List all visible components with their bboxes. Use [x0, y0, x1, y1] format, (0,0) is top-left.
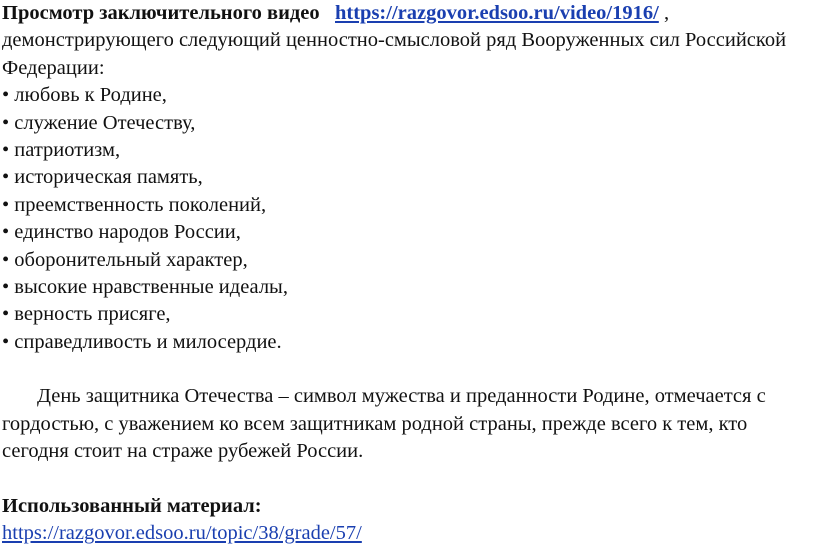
spacer — [2, 466, 814, 493]
values-list — [2, 82, 814, 356]
heading-continuation-2: Федерации: — [2, 56, 105, 79]
list-item: • служение Отечеству, — [2, 111, 196, 134]
list-item: • высокие нравственные идеалы, — [2, 275, 288, 298]
list-item: • верность присяге, — [2, 303, 171, 326]
paragraph-line-1: День защитника Отечества – символ мужества и преданности Родине, отмечается с — [37, 385, 766, 408]
list-item: • патриотизм, — [2, 138, 121, 161]
list-item: • преемственность поколений, — [2, 193, 267, 216]
list-item: • единство народов России, — [2, 221, 241, 244]
paragraph-line-2: гордостью, с уважением ко всем защитникам родной страны, прежде всего к тем, кто — [2, 412, 748, 435]
paragraph-line-3: сегодня стоит на страже рубежей России. — [2, 440, 364, 463]
list-item: • справедливость и милосердие. — [2, 330, 282, 353]
spacer — [2, 356, 814, 383]
video-link[interactable]: https://razgovor.edsoo.ru/video/1916/ — [335, 2, 659, 24]
heading-prefix: Просмотр заключительного видео — [2, 2, 320, 24]
document-body — [2, 0, 814, 548]
sources-title: Использованный материал: — [2, 495, 262, 518]
list-item: • оборонительный характер, — [2, 248, 248, 271]
heading-continuation-1: демонстрирующего следующий ценностно-смысловой ряд Вооруженных сил Российской — [2, 29, 787, 52]
holiday-paragraph — [2, 383, 814, 465]
heading-line — [2, 0, 814, 27]
sources-link[interactable]: https://razgovor.edsoo.ru/topic/38/grade/57/ — [2, 522, 362, 545]
list-item: • любовь к Родине, — [2, 84, 167, 107]
list-item: • историческая память, — [2, 166, 203, 189]
heading-comma: , — [663, 2, 670, 24]
